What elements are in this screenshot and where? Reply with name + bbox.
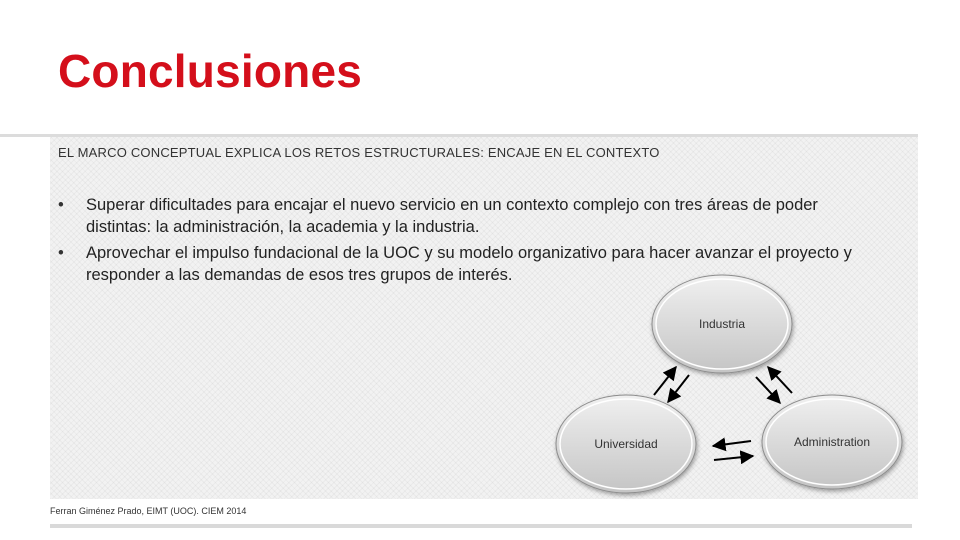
- slide-title: Conclusiones: [58, 45, 363, 97]
- node-administration: [762, 395, 902, 489]
- node-universidad: [556, 395, 696, 493]
- edge-industria-administration: [756, 367, 792, 403]
- arrow-industria-to-administration: [756, 377, 780, 403]
- arrow-administration-to-industria: [768, 367, 792, 393]
- edge-universidad-industria: [654, 367, 689, 402]
- node-label-universidad: Universidad: [594, 437, 658, 451]
- bullet-item: • Aprovechar el impulso fundacional de la UOC y su modelo organizativo para hacer avanzar el proyecto y responder a las demandas de esos tres grupos de interés.: [58, 242, 878, 286]
- node-industria: [652, 275, 792, 373]
- arrow-administration-to-universidad: [713, 441, 751, 446]
- arrow-industria-to-universidad: [668, 375, 689, 402]
- node-label-administration: Administration: [793, 435, 871, 449]
- edge-administration-universidad: [713, 441, 753, 460]
- arrow-universidad-to-industria: [654, 367, 676, 395]
- bullet-item: • Superar dificultades para encajar el nuevo servicio en un contexto complejo con tres áreas de poder distintas: la administración, la academia y la industria.: [58, 194, 878, 238]
- slide-footer: Ferran Giménez Prado, EIMT (UOC). CIEM 2014: [50, 506, 247, 516]
- footer-divider: [50, 524, 912, 528]
- node-label-industria: Industria: [698, 317, 746, 331]
- arrow-universidad-to-administration: [714, 456, 753, 460]
- section-subtitle: EL MARCO CONCEPTUAL EXPLICA LOS RETOS ESTRUCTURALES: ENCAJE EN EL CONTEXTO: [58, 145, 660, 160]
